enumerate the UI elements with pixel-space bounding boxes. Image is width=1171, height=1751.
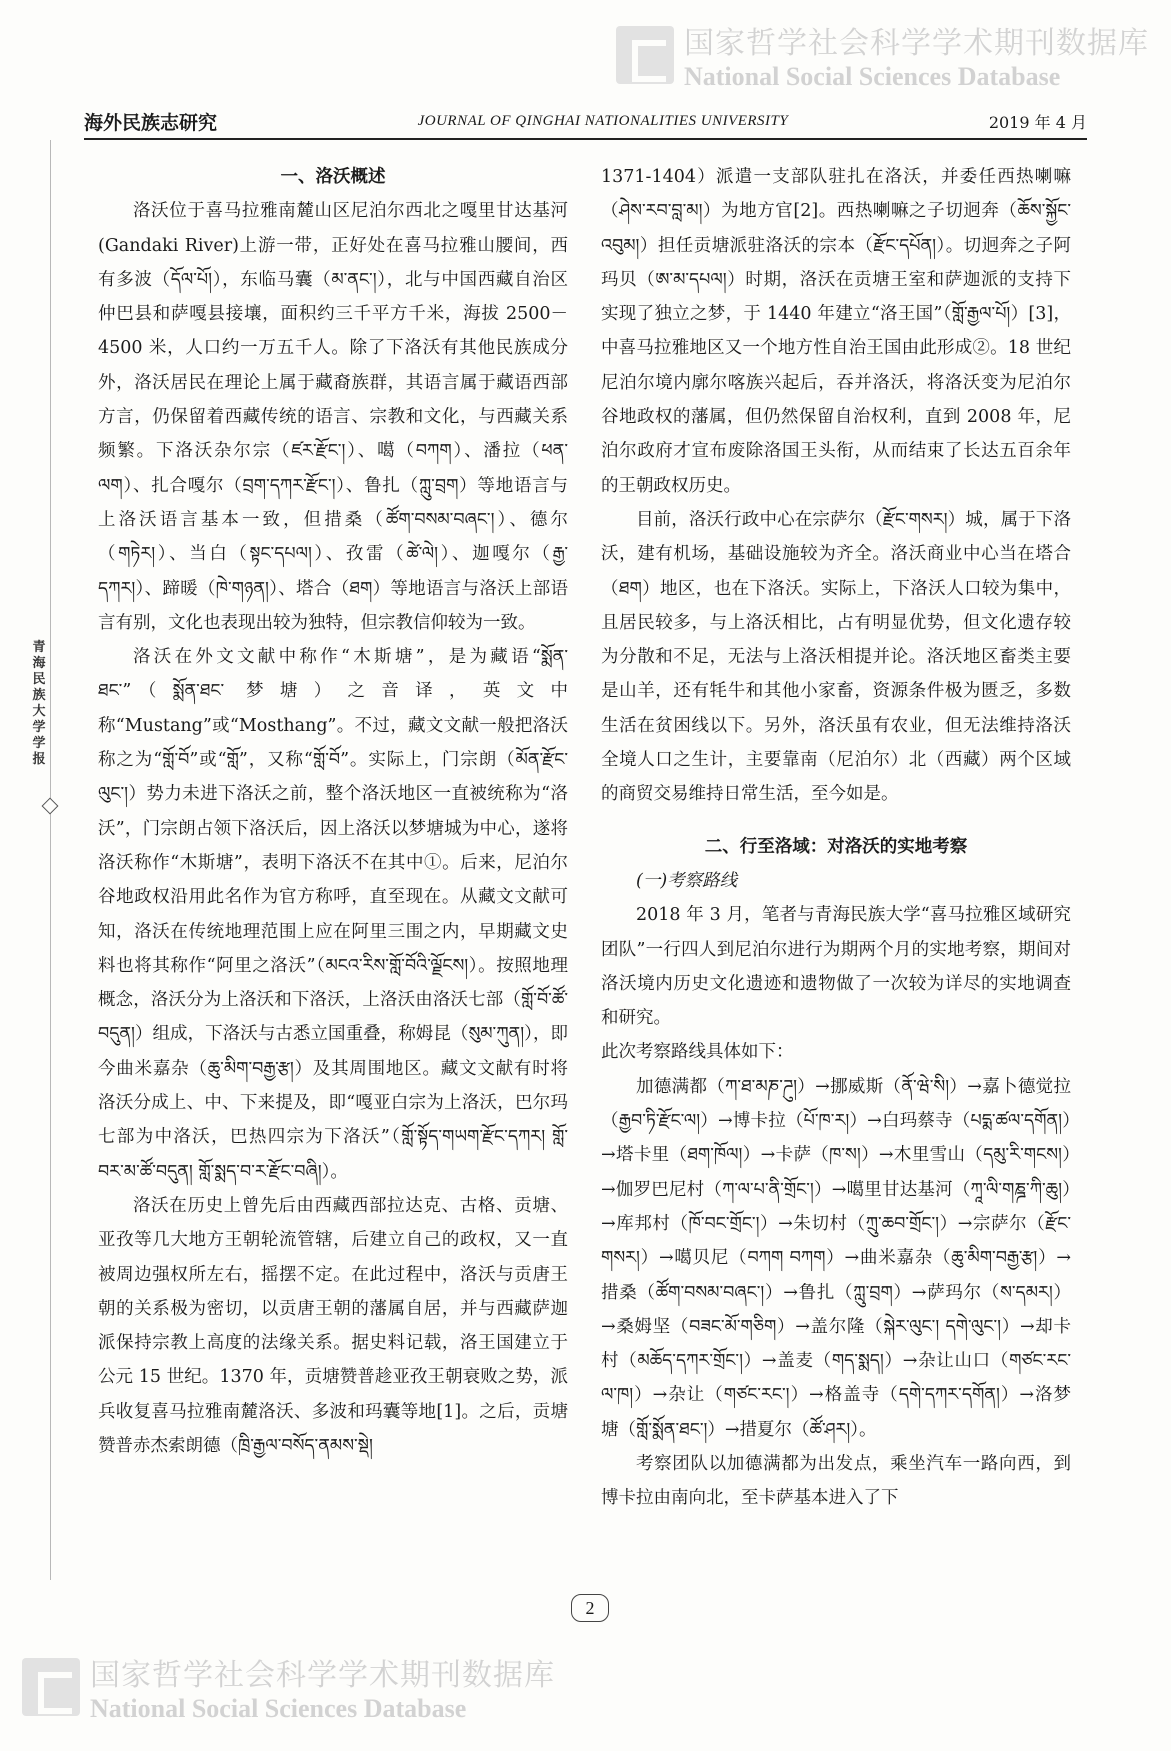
paragraph-survey: 2018 年 3 月，笔者与青海民族大学“喜马拉雅区域研究团队”一行四人到尼泊尔进行为期两个月的实地考察，期间对洛沃境内历史文化遗迹和遗物做了一次较为详尽的实地调查和研究。 (601, 905, 1071, 1029)
paragraph-overview-1: 洛沃位于喜马拉雅南麓山区尼泊尔西北之嘎里甘达基河(Gandaki River)上游一带，正好处在喜马拉雅山腰间，西有多波（དོལ་པོ།），东临马囊（མ་ནང་།），北与中国西藏自治区仲巴县和萨嘎县接壤，面积约三千平方千米，海拔 2500－4500 米，人口约一万五千人。除了下洛沃有其他民族成分外，洛沃居民在理论上属于藏裔族群，其语言属于藏语西部方言，仍保留着西藏传统的语言、宗教和文化，与西藏关系频繁。下洛沃杂尔宗（ཛར་རྫོང་།）、噶（བཀག）、潘拉（ཕན་ལག）、扎合嘎尔（བྲག་དཀར་རྫོང་།）、鲁扎（ཀླུ་བྲག）等地语言与上洛沃语言基本一致，但措桑（ཚོག་བསམ་བཞང་།）、德尔（གཏེར།）、当白（སྟང་དཔལ།）、孜雷（ཚེ་ལེ།）、迦嘎尔（རྒྱ་དཀར།）、蹄暖（ཁེ་གཉན།）、塔合（ཐག）等地语言与洛沃上部语言有别，文化也表现出较为独特，但宗教信仰较为一致。 (98, 201, 568, 633)
issue-date: 2019 年 4 月 (988, 112, 1087, 132)
left-column (98, 160, 568, 1463)
paragraph-history: 洛沃在历史上曾先后由西藏西部拉达克、古格、贡塘、亚孜等几大地方王朝轮流管辖，后建立自己的政权，又一直被周边强权所左右，摇摆不定。在此过程中，洛沃与贡唐王朝的关系极为密切，以贡唐王朝的藩属自居，并与西藏萨迦派保持宗教上高度的法缘关系。据史料记载，洛王国建立于公元 15 世纪。1370 年，贡塘赞普趁亚孜王朝衰败之势，派兵收复喜马拉雅南麓洛沃、多波和玛囊等地[1]。之后，贡塘赞普赤杰索朗德（ཁྲི་རྒྱལ་བསོད་ནམས་སྡེ། (98, 1195, 568, 1456)
paragraph-route-intro: 此次考察路线具体如下： (601, 1042, 794, 1063)
database-logo-icon (22, 1658, 80, 1716)
journal-section-title: 海外民族志研究 (84, 111, 218, 134)
page-header (84, 104, 1087, 140)
side-rule (50, 140, 51, 1580)
paragraph-departure: 考察团队以加德满都为出发点，乘坐汽车一路向西，到博卡拉由南向北，至卡萨基本进入了下 (601, 1453, 1071, 1509)
watermark-en: National Social Sciences Database (684, 62, 1061, 91)
journal-name: JOURNAL OF QINGHAI NATIONALITIES UNIVERSITY (417, 112, 789, 129)
paragraph-overview-2: 洛沃在外文文献中称作“木斯塘”，是为藏语“སྨོན་ཐང་”（སྨོན་ཐང་ 梦塘）之音译，英文中称“Mustang”或“Mosthang”。不过，藏文文献一般把洛沃称之为“གློ་བོ”或“གློ”，又称“གློ་བོ”。实际上，门宗朗（མོན་རྫོང་ལུང་།）势力未进下洛沃之前，整个洛沃地区一直被统称为“洛沃”，门宗朗占领下洛沃后，因上洛沃以梦塘城为中心，遂将洛沃称作“木斯塘”，表明下洛沃不在其中①。后来，尼泊尔谷地政权沿用此名作为官方称呼，直至现在。从藏文文献可知，洛沃在传统地理范围上应在阿里三围之内，早期藏文史料也将其称作“阿里之洛沃”（མངའ་རིས་གློ་བོའི་ལྗོངས།）。按照地理概念，洛沃分为上洛沃和下洛沃，上洛沃由洛沃七部（གློ་བོ་ཚོ་བདུན།）组成，下洛沃与古悉立国重叠，称姆昆（སུམ་ཀུན།），即今曲米嘉杂（ཆུ་མིག་བརྒྱ་རྩ།）及其周围地区。藏文文献有时将洛沃分成上、中、下来提及，即“嘎亚白宗为上洛沃，巴尔玛七部为中洛沃，巴热四宗为下洛沃”（གློ་སྟོད་གཡག་རྫོང་དཀར། གློ་བར་མ་ཚོ་བདུན། གློ་སྨད་བ་ར་རྫོང་བཞི།）。 (98, 647, 568, 1182)
watermark-cn: 国家哲学社会科学学术期刊数据库 (90, 1658, 555, 1693)
right-column (601, 160, 1071, 1516)
database-logo-icon (616, 26, 674, 84)
paragraph-history-cont: 1371-1404）派遣一支部队驻扎在洛沃，并委任西热喇嘛（ཤེས་རབ་བླ་མ།）为地方官[2]。西热喇嘛之子切迥奔（ཆོས་སྐྱོང་འབུམ།）担任贡塘派驻洛沃的宗本（རྫོང་དཔོན།）。切迥奔之子阿玛贝（ཨ་མ་དཔལ།）时期，洛沃在贡塘王室和萨迦派的支持下实现了独立之梦，于 1440 年建立“洛王国”（གློ་རྒྱལ་པོ།）[3]，中喜马拉雅地区又一个地方性自治王国由此形成②。18 世纪尼泊尔境内廓尔喀族兴起后，吞并洛沃，将洛沃变为尼泊尔谷地政权的藩属，但仍然保留自治权利，直到 2008 年，尼泊尔政府才宣布废除洛国王头衔，从而结束了长达五百余年的王朝政权历史。 (601, 167, 1071, 496)
watermark-cn: 国家哲学社会科学学术期刊数据库 (684, 26, 1149, 61)
paragraph-route: 加德满都（ཀ་ཐ་མཎ་ཌུ།）→挪威斯（ནོ་ཝེ་སི།）→嘉卜德觉拉（རྒྱབ་ཏི་རྫོང་ལ།）→博卡拉（པོ་ཁ་ར།）→白玛蔡寺（པདྨ་ཚལ་དགོན།）→塔卡里（ཐག་ཁོལ།）→卡萨（ཁ་ས།）→木里雪山（དམུ་རི་གངས།）→伽罗巴尼村（ཀ་ལ་པ་ནི་གྲོང་།）→噶里甘达基河（ཀཱ་ལི་གཎྜ་ཀི་ཆུ།）→库邦村（ཁོ་བང་གྲོང་།）→朱切村（ཀྲུ་ཆབ་གྲོང་།）→宗萨尔（རྫོང་གསར།）→噶贝尼（བཀག བཀག）→曲米嘉杂（ཆུ་མིག་བརྒྱ་རྩ།）→措桑（ཚོག་བསམ་བཞང་།）→鲁扎（ཀླུ་བྲག）→萨玛尔（ས་དམར།）→桑姆坚（བཟང་མོ་གཅིག）→盖尔隆（སྐེར་ལུང་། དགེ་ལུང་།）→却卡村（མཆོད་དཀར་གྲོང་།）→盖麦（གད་སྨད།）→杂让山口（གཙང་རང་ལ་ཁ།）→杂让（གཙང་རང་།）→格盖寺（དགེ་དཀར་དགོན།）→洛梦塘（གློ་སྨོན་ཐང་།）→措夏尔（ཚོ་ཤར།）。 (601, 1076, 1071, 1440)
side-journal-tag: 青海民族大学学报 (32, 640, 46, 767)
paragraph-current: 目前，洛沃行政中心在宗萨尔（རྫོང་གསར།）城，属于下洛沃，建有机场，基础设施较为齐全。洛沃商业中心当在塔合（ཐག）地区，也在下洛沃。实际上，下洛沃人口较为集中，且居民较多，与上洛沃相比，占有明显优势，但文化遗存较为分散和不足，无法与上洛沃相提并论。洛沃地区畜类主要是山羊，还有牦牛和其他小家畜，资源条件极为匮乏，多数生活在贫困线以下。另外，洛沃虽有农业，但无法维持洛沃全境人口之生计，主要靠南（尼泊尔）北（西藏）两个区域的商贸交易维持日常生活，至今如是。 (601, 509, 1071, 805)
watermark-bottom (22, 1650, 555, 1724)
watermark-en: National Social Sciences Database (90, 1694, 467, 1723)
page-number: 2 (571, 1594, 609, 1622)
section-heading-1: 一、洛沃概述 (280, 167, 386, 187)
section-heading-2: 二、行至洛域：对洛沃的实地考察 (704, 836, 968, 857)
subsection-heading: (一)考察路线 (636, 870, 738, 891)
watermark-top (616, 18, 1149, 92)
diamond-marker-icon (42, 798, 59, 815)
